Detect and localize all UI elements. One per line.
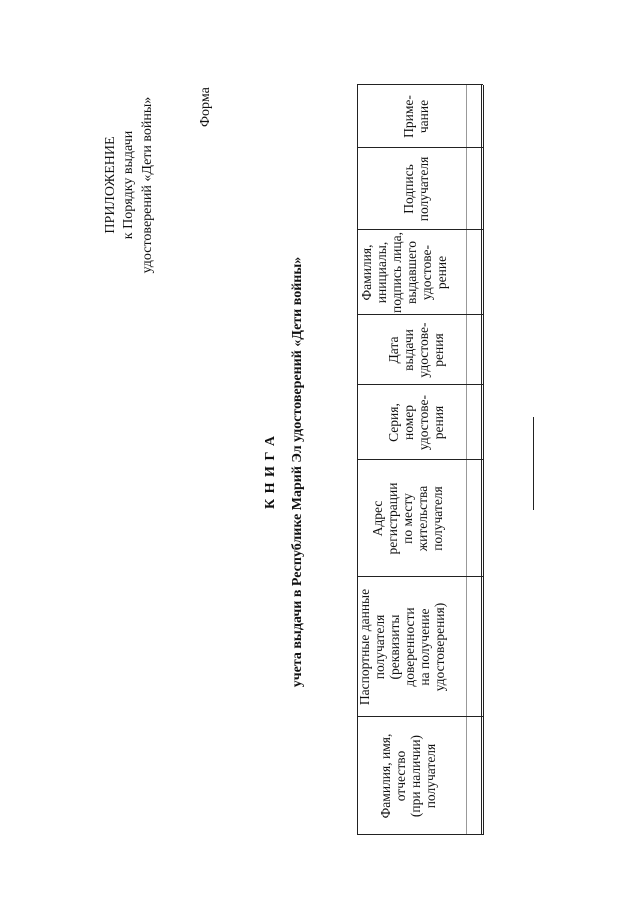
form-label: Форма bbox=[198, 87, 213, 127]
appendix-line-1: ПРИЛОЖЕНИЕ bbox=[103, 136, 118, 234]
separator-line bbox=[533, 417, 534, 510]
table-header-passport: Паспортные данные получателя (реквизиты доверенности на получение удостоверения) bbox=[357, 588, 447, 706]
table-header-full-name: Фамилия, имя, отчество (при наличии) получателя bbox=[378, 733, 438, 819]
book-title: К Н И Г А bbox=[263, 435, 278, 509]
table-header-issue-date: Дата выдачи удостове- рения bbox=[386, 322, 446, 378]
book-subtitle: учета выдачи в Республике Марий Эл удостоверений «Дети войны» bbox=[290, 256, 305, 688]
table-header-issuer: Фамилия, инициалы, подпись лица, выдавшего удостове- рение bbox=[359, 232, 449, 313]
table-line-top-outer bbox=[357, 85, 358, 835]
table-line-row-2 bbox=[483, 85, 484, 835]
appendix-line-3: удостоверений «Дети войны» bbox=[140, 96, 155, 274]
table-header-recipient-signature: Подпись получателя bbox=[401, 156, 431, 222]
table-header-series-number: Серия, номер удостове- рения bbox=[386, 394, 446, 451]
table-header-address: Адрес регистрации по месту жительства получателя bbox=[370, 482, 445, 555]
appendix-line-2: к Порядку выдачи bbox=[121, 130, 136, 240]
table-line-header-bottom bbox=[481, 85, 482, 835]
table-header-note: Приме- чание bbox=[401, 95, 431, 138]
